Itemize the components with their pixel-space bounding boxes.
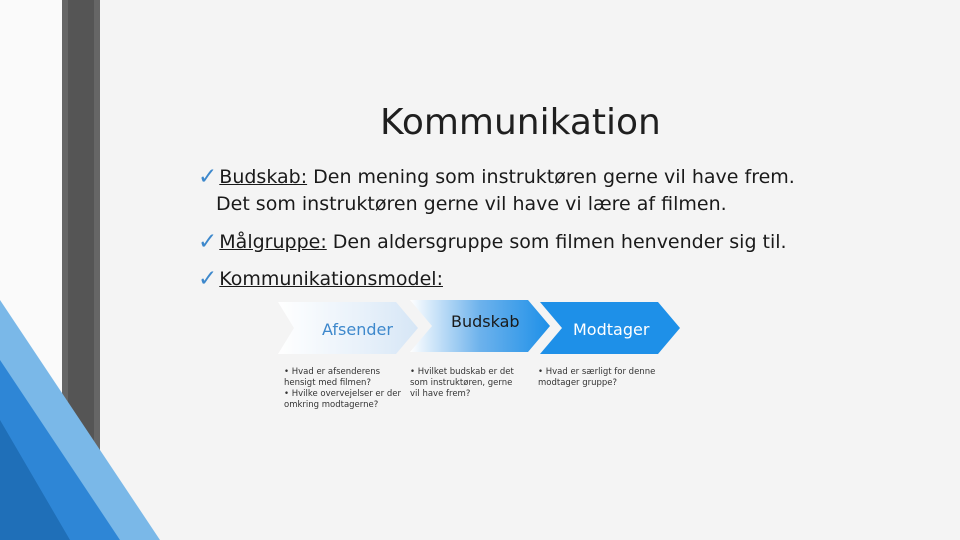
list-item: • Hvilke overvejelser er der omkring modtagerne? bbox=[284, 389, 401, 410]
checkmark-icon: ✓ bbox=[198, 266, 218, 292]
chevron-label-budskab: Budskab bbox=[451, 312, 520, 331]
modtager-description bbox=[538, 367, 656, 389]
bullet-label: Kommunikationsmodel: bbox=[219, 268, 443, 290]
bullet-kommunikationsmodel bbox=[198, 265, 443, 291]
chevron-label-afsender: Afsender bbox=[322, 320, 393, 339]
list-item: • Hvilket budskab er det som instruktøren, gerne vil have frem? bbox=[410, 367, 514, 399]
bullet-text: Den aldersgruppe som filmen henvender sig til. bbox=[326, 231, 787, 253]
bullet-budskab bbox=[198, 163, 795, 189]
decorative-stripes bbox=[0, 0, 160, 540]
bullet-text: Den mening som instruktøren gerne vil have frem. bbox=[307, 166, 795, 188]
list-item: • Hvad er særligt for denne modtager gruppe? bbox=[538, 367, 656, 388]
bullet-maalgruppe bbox=[198, 228, 787, 254]
afsender-description bbox=[284, 367, 404, 411]
bullet-continuation: Det som instruktøren gerne vil have vi lære af filmen. bbox=[216, 193, 727, 215]
list-item: • Hvad er afsenderens hensigt med filmen? bbox=[284, 367, 381, 388]
bullet-label: Målgruppe: bbox=[219, 231, 327, 253]
checkmark-icon: ✓ bbox=[198, 229, 218, 255]
bullet-label: Budskab: bbox=[219, 166, 308, 188]
slide-title: Kommunikation bbox=[380, 102, 661, 143]
chevron-label-modtager: Modtager bbox=[573, 320, 650, 339]
budskab-description bbox=[410, 367, 522, 400]
checkmark-icon: ✓ bbox=[198, 164, 218, 190]
